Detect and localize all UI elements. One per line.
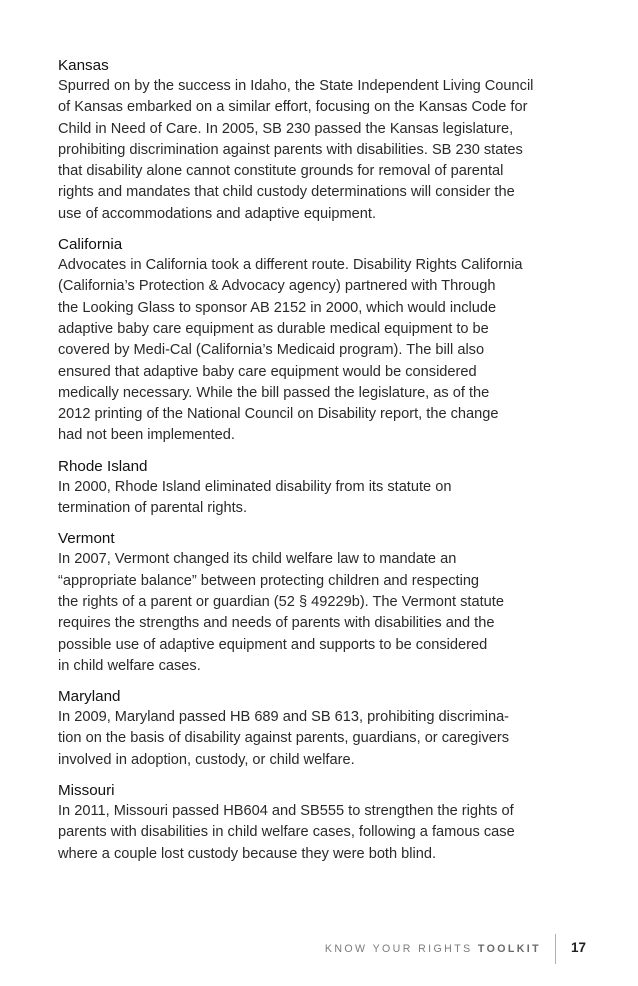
section-body xyxy=(58,549,598,677)
section-maryland xyxy=(58,687,598,771)
footer-divider xyxy=(555,934,556,964)
section-heading: Missouri xyxy=(58,782,115,800)
body-line: In 2011, Missouri passed HB604 and SB555 to strengthen the rights of xyxy=(58,803,514,820)
body-line: parents with disabilities in child welfare cases, following a famous case xyxy=(58,824,515,841)
body-line: adaptive baby care equipment as durable medical equipment to be xyxy=(58,320,489,337)
body-line: use of accommodations and adaptive equipment. xyxy=(58,205,377,222)
body-line: Spurred on by the success in Idaho, the State Independent Living Council xyxy=(58,78,534,94)
section-body xyxy=(58,76,598,225)
body-line: in child welfare cases. xyxy=(58,657,201,674)
body-line: 2012 printing of the National Council on Disability report, the change xyxy=(58,406,499,423)
body-line: rights and mandates that child custody determinations will consider the xyxy=(58,184,515,201)
section-heading: Vermont xyxy=(58,530,115,548)
section-body xyxy=(58,801,598,865)
body-line: In 2007, Vermont changed its child welfare law to mandate an xyxy=(58,551,457,568)
section-body xyxy=(58,477,598,520)
body-line: ensured that adaptive baby care equipment would be considered xyxy=(58,363,477,380)
section-body xyxy=(58,255,598,447)
body-line: covered by Medi-Cal (California’s Medicaid program). The bill also xyxy=(58,342,485,359)
section-missouri xyxy=(58,781,598,865)
section-vermont xyxy=(58,529,598,677)
body-line: of Kansas embarked on a similar effort, focusing on the Kansas Code for xyxy=(58,99,528,116)
body-line: In 2000, Rhode Island eliminated disability from its statute on xyxy=(58,478,452,495)
page-number: 17 xyxy=(571,940,587,955)
section-rhode-island xyxy=(58,457,598,520)
body-line: Advocates in California took a different route. Disability Rights California xyxy=(58,257,523,274)
body-line: “appropriate balance” between protecting children and respecting xyxy=(58,572,480,589)
section-heading: Rhode Island xyxy=(58,457,148,475)
body-line: termination of parental rights. xyxy=(58,500,248,517)
body-line: prohibiting discrimination against parents with disabilities. SB 230 states xyxy=(58,141,523,158)
body-line: the rights of a parent or guardian (52 § 49229b). The Vermont statute xyxy=(58,593,504,610)
section-california xyxy=(58,235,598,447)
footer-label-bold: TOOLKIT xyxy=(477,943,541,955)
footer-label-prefix: KNOW YOUR RIGHTS xyxy=(324,943,478,955)
body-line: that disability alone cannot constitute grounds for removal of parental xyxy=(58,163,504,180)
body-line: requires the strengths and needs of parents with disabilities and the xyxy=(58,615,495,632)
body-line: tion on the basis of disability against parents, guardians, or caregivers xyxy=(58,730,510,747)
body-line: In 2009, Maryland passed HB 689 and SB 613, prohibiting discrimina- xyxy=(58,709,510,726)
body-line: Child in Need of Care. In 2005, SB 230 passed the Kansas legislature, xyxy=(58,120,514,137)
section-heading: Maryland xyxy=(58,688,121,706)
footer-toolkit-label xyxy=(325,943,541,955)
page-footer xyxy=(0,940,638,964)
body-line: possible use of adaptive equipment and supports to be considered xyxy=(58,636,488,653)
section-heading: Kansas xyxy=(58,57,109,74)
section-kansas xyxy=(58,56,598,225)
body-line: where a couple lost custody because they were both blind. xyxy=(58,845,437,862)
section-body xyxy=(58,707,598,771)
body-line: had not been implemented. xyxy=(58,427,235,444)
body-line: medically necessary. While the bill passed the legislature, as of the xyxy=(58,384,490,401)
body-line: involved in adoption, custody, or child welfare. xyxy=(58,751,355,768)
section-heading: California xyxy=(58,236,123,254)
page-content xyxy=(58,56,598,875)
body-line: (California’s Protection & Advocacy agency) partnered with Through xyxy=(58,278,496,295)
body-line: the Looking Glass to sponsor AB 2152 in 2000, which would include xyxy=(58,299,497,316)
